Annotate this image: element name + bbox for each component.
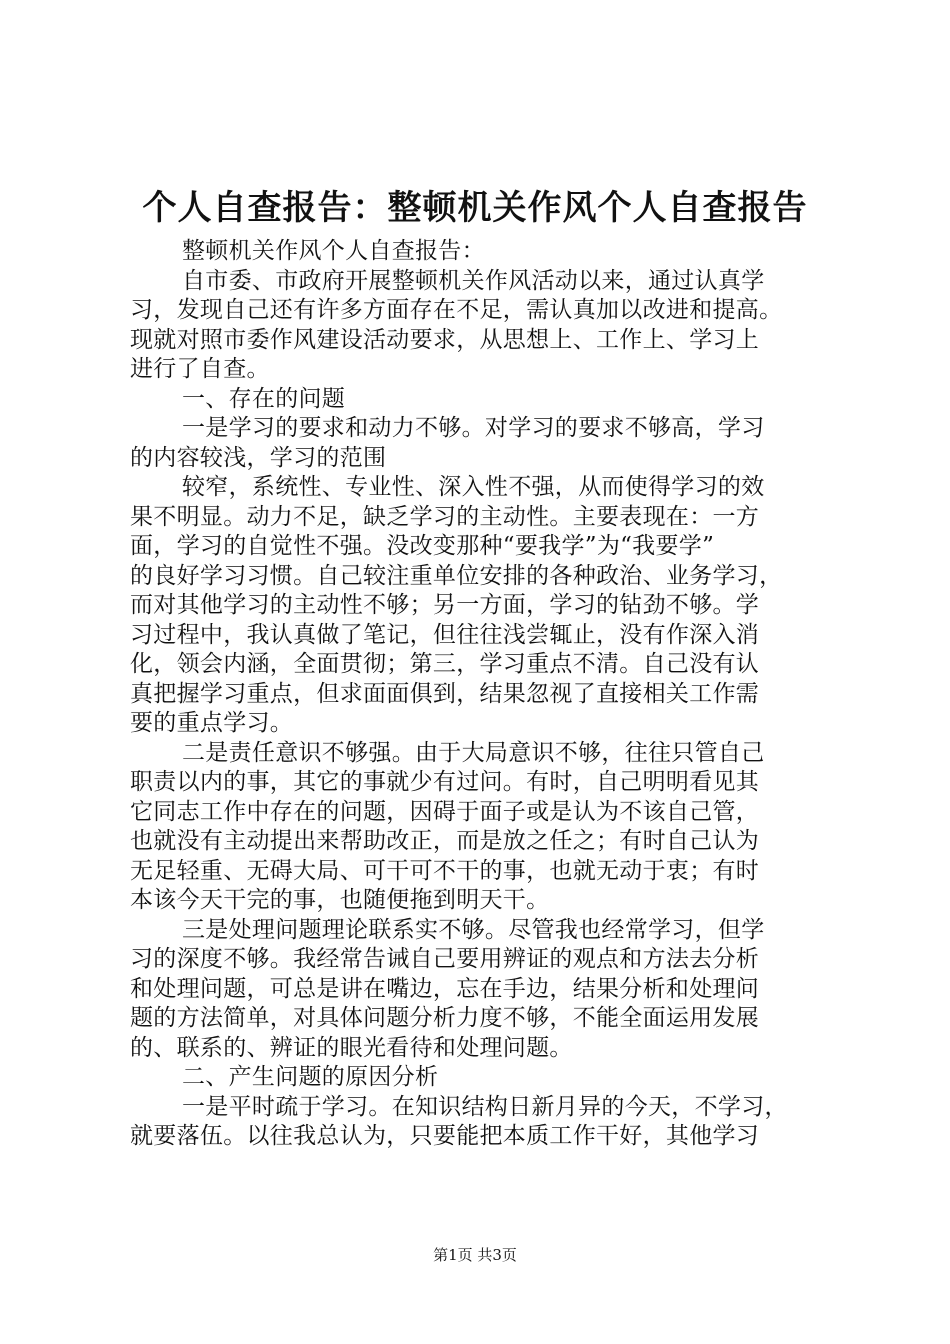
text-line: 现就对照市委作风建设活动要求，从思想上、工作上、学习上	[130, 326, 760, 353]
text-line: 化，领会内涵，全面贯彻；第三，学习重点不清。自己没有认	[130, 651, 760, 677]
page-footer: 第1页 共3页	[433, 1246, 517, 1264]
text-line: 和处理问题，可总是讲在嘴边，忘在手边，结果分析和处理问	[130, 975, 760, 1002]
text-line: 自市委、市政府开展整顿机关作风活动以来，通过认真学	[182, 267, 765, 294]
text-line: 进行了自查。	[130, 356, 270, 382]
text-line: 整顿机关作风个人自查报告：	[182, 238, 485, 264]
text-line: 而对其他学习的主动性不够；另一方面，学习的钻劲不够。学	[130, 592, 760, 618]
page-title: 个人自查报告：整顿机关作风个人自查报告	[142, 188, 808, 228]
text-line: 二是责任意识不够强。由于大局意识不够，往往只管自己	[182, 739, 765, 766]
text-line: 要的重点学习。	[130, 710, 294, 736]
text-line: 的良好学习习惯。自己较注重单位安排的各种政治、业务学习，	[130, 562, 783, 589]
text-line: 职责以内的事，其它的事就少有过问。有时，自己明明看见其	[130, 769, 760, 795]
text-line: 三是处理问题理论联系实不够。尽管我也经常学习，但学	[182, 916, 765, 943]
text-line: 较窄，系统性、专业性、深入性不强，从而使得学习的效	[182, 474, 765, 500]
text-line: 也就没有主动提出来帮助改正，而是放之任之；有时自己认为	[130, 828, 760, 854]
text-line: 的内容较浅，学习的范围	[130, 444, 387, 471]
text-line: 题的方法简单，对具体问题分析力度不够，不能全面运用发展	[130, 1005, 760, 1031]
text-line: 的、联系的、辨证的眼光看待和处理问题。	[130, 1034, 573, 1061]
text-line: 一是平时疏于学习。在知识结构日新月异的今天，不学习，	[182, 1093, 788, 1120]
text-line: 习，发现自己还有许多方面存在不足，需认真加以改进和提高。	[130, 297, 783, 323]
text-line: 一、存在的问题	[182, 385, 346, 412]
text-line: 面，学习的自觉性不强。没改变那种“要我学”为“我要学”	[130, 533, 715, 559]
text-line: 二、产生问题的原因分析	[182, 1064, 439, 1090]
text-line: 真把握学习重点，但求面面俱到，结果忽视了直接相关工作需	[130, 680, 760, 707]
text-line: 一是学习的要求和动力不够。对学习的要求不够高，学习	[182, 415, 765, 441]
document-body	[130, 237, 830, 1152]
text-line: 它同志工作中存在的问题，因碍于面子或是认为不该自己管，	[130, 798, 760, 825]
text-line: 果不明显。动力不足，缺乏学习的主动性。主要表现在：一方	[130, 503, 760, 530]
text-line: 就要落伍。以往我总认为，只要能把本质工作干好，其他学习	[130, 1123, 760, 1149]
text-line: 习的深度不够。我经常告诫自己要用辨证的观点和方法去分析	[130, 946, 760, 972]
text-line: 习过程中，我认真做了笔记，但往往浅尝辄止，没有作深入消	[130, 621, 760, 648]
text-line: 本该今天干完的事，也随便拖到明天干。	[130, 887, 550, 913]
text-line: 无足轻重、无碍大局、可干可不干的事，也就无动于衷；有时	[130, 857, 760, 884]
